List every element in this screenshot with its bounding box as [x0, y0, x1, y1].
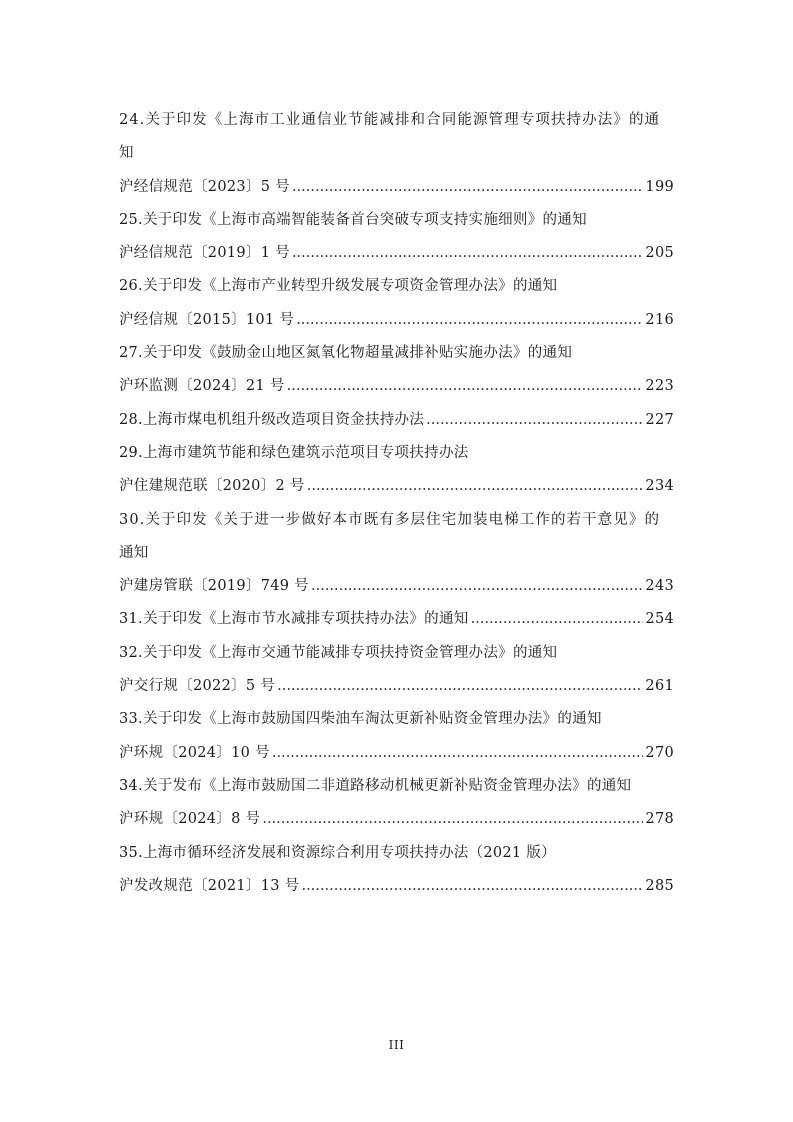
toc-entry-page-number: 278 [645, 811, 674, 828]
toc-entry-33 [119, 703, 674, 770]
toc-entry-34 [119, 770, 674, 837]
toc-entry-doc-number: 沪交行规〔2022〕5 号 [119, 678, 276, 695]
toc-entry-page-number: 199 [645, 178, 674, 195]
toc-entry-doc-number: 沪发改规范〔2021〕13 号 [119, 877, 300, 894]
toc-entry-doc-line[interactable] [119, 670, 674, 703]
dot-leader [272, 737, 644, 770]
toc-entry-title: 34.关于发布《上海市鼓励国二非道路移动机械更新补贴资金管理办法》的通知 [119, 777, 632, 794]
toc-entry-doc-line[interactable] [119, 237, 674, 270]
toc-entry-doc-line[interactable] [119, 603, 674, 636]
toc-entry-doc-line[interactable] [119, 870, 674, 903]
toc-entry-doc-line[interactable] [119, 404, 674, 437]
dot-leader [287, 370, 644, 403]
toc-entry-page-number: 285 [645, 877, 674, 894]
toc-entry-30 [119, 504, 674, 604]
toc-entry-doc-number: 沪环监测〔2024〕21 号 [119, 378, 285, 395]
toc-entry-doc-number: 沪经信规范〔2023〕5 号 [119, 178, 290, 195]
toc-entry-page-number: 205 [645, 245, 674, 262]
toc-entry-24 [119, 104, 674, 204]
toc-entry-title: 24.关于印发《上海市工业通信业节能减排和合同能源管理专项扶持办法》的通 [119, 112, 661, 128]
toc-entry-31 [119, 603, 674, 636]
toc-entry-doc-line[interactable] [119, 737, 674, 770]
toc-entry-page-number: 227 [645, 411, 674, 428]
toc-entry-32 [119, 637, 674, 704]
toc-entry-35 [119, 837, 674, 904]
toc-entry-page-number: 270 [645, 744, 674, 761]
dot-leader [307, 470, 644, 503]
toc-entry-25 [119, 204, 674, 271]
toc-entry-title: 29.上海市建筑节能和绿色建筑示范项目专项扶持办法 [119, 444, 469, 461]
toc-entry-doc-line[interactable] [119, 470, 674, 503]
toc-entry-doc-line[interactable] [119, 171, 674, 204]
toc-entry-page-number: 223 [645, 378, 674, 395]
dot-leader [301, 870, 643, 903]
toc-entry-title: 35.上海市循环经济发展和资源综合利用专项扶持办法（2021 版） [119, 844, 556, 861]
toc-entry-page-number: 216 [645, 311, 674, 328]
toc-entry-title-continued: 通知 [119, 544, 149, 561]
toc-entry-title: 32.关于印发《上海市交通节能减排专项扶持资金管理办法》的通知 [119, 644, 558, 661]
table-of-contents [119, 104, 674, 903]
toc-entry-doc-number: 沪住建规范联〔2020〕2 号 [119, 478, 305, 495]
dot-leader [262, 803, 643, 836]
toc-entry-page-number: 254 [645, 611, 674, 628]
toc-entry-title: 26.关于印发《上海市产业转型升级发展专项资金管理办法》的通知 [119, 278, 558, 295]
toc-entry-title: 28.上海市煤电机组升级改造项目资金扶持办法 [119, 411, 425, 428]
dot-leader [426, 404, 643, 437]
toc-entry-page-number: 261 [645, 678, 674, 695]
dot-leader [311, 570, 643, 603]
toc-entry-doc-line[interactable] [119, 803, 674, 836]
toc-entry-28 [119, 404, 674, 437]
dot-leader [296, 304, 643, 337]
toc-entry-title: 25.关于印发《上海市高端智能装备首台突破专项支持实施细则》的通知 [119, 211, 587, 228]
toc-entry-title: 27.关于印发《鼓励金山地区氮氧化物超量减排补贴实施办法》的通知 [119, 345, 573, 362]
toc-entry-doc-line[interactable] [119, 370, 674, 403]
toc-entry-page-number: 243 [645, 578, 674, 595]
toc-entry-doc-number: 沪建房管联〔2019〕749 号 [119, 578, 309, 595]
toc-entry-title: 30.关于印发《关于进一步做好本市既有多层住宅加装电梯工作的若干意见》的 [119, 511, 661, 528]
toc-entry-page-number: 234 [645, 478, 674, 495]
dot-leader [277, 670, 643, 703]
toc-entry-27 [119, 337, 674, 404]
toc-entry-29 [119, 437, 674, 504]
toc-entry-doc-line[interactable] [119, 570, 674, 603]
toc-entry-doc-number: 沪环规〔2024〕10 号 [119, 744, 270, 761]
dot-leader [292, 237, 643, 270]
page-footer-number: III [388, 1038, 405, 1052]
toc-entry-26 [119, 270, 674, 337]
toc-entry-doc-line[interactable] [119, 304, 674, 337]
dot-leader [471, 603, 644, 636]
toc-entry-title: 31.关于印发《上海市节水减排专项扶持办法》的通知 [119, 611, 469, 628]
dot-leader [292, 171, 643, 204]
toc-entry-title: 33.关于印发《上海市鼓励国四柴油车淘汰更新补贴资金管理办法》的通知 [119, 711, 602, 728]
toc-entry-title-continued: 知 [119, 145, 134, 162]
toc-entry-doc-number: 沪经信规范〔2019〕1 号 [119, 245, 290, 262]
toc-entry-doc-number: 沪环规〔2024〕8 号 [119, 811, 261, 828]
toc-entry-doc-number: 沪经信规〔2015〕101 号 [119, 311, 295, 328]
